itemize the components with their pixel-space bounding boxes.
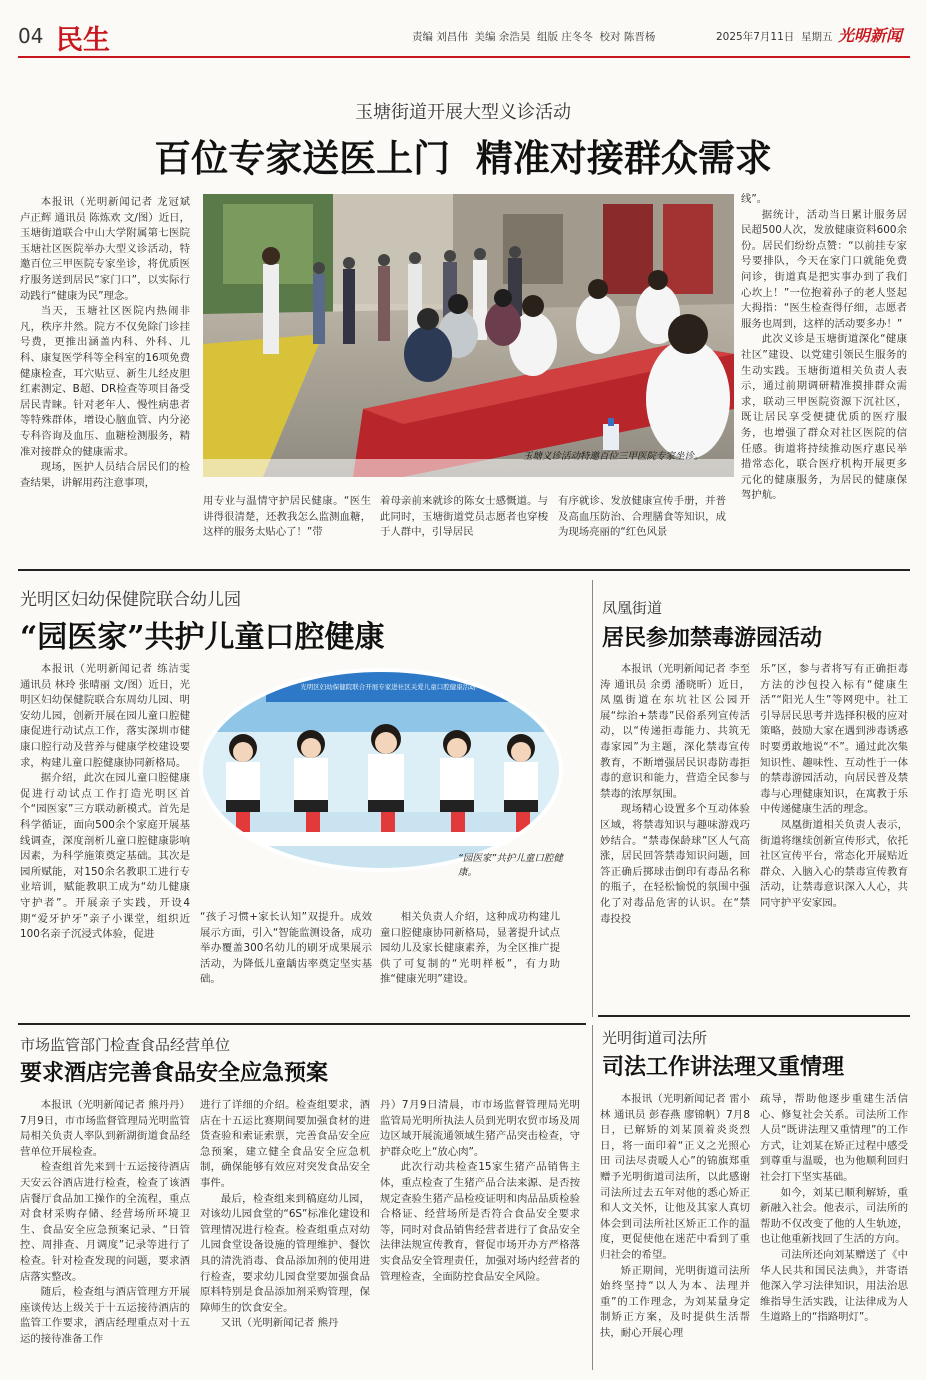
paragraph: 凤凰街道相关负责人表示，街道将继续创新宣传形式，依托社区宣传平台，常态化开展贴近群众、入脑入心的禁毒宣传教育活动，让禁毒意识深入人心，共同守护平安家园。 — [760, 818, 908, 909]
article2-kicker: 光明区妇幼保健院联合幼儿园 — [20, 590, 241, 610]
article1-column-5 — [741, 192, 907, 504]
section-divider-1 — [18, 569, 910, 571]
editor-credits: 责编 刘昌伟 美编 余浩昊 组版 庄冬冬 校对 陈晋杨 — [412, 31, 656, 43]
article4-column-1 — [20, 1098, 190, 1348]
article1-bottom-col-2: 用专业与温情守护居民健康。“医生讲得很清楚，还教我怎么监测血糖，这样的服务太贴心了！”带 — [203, 495, 371, 539]
paragraph: 本报讯（光明新闻记者 练洁雯 通讯员 林玲 张晴丽 文/图）近日，光明区妇幼保健院联合东周幼儿园、明安幼儿园，创新开展在园儿童口腔健康促进行动试点工作，落实深圳市健康口腔行动及营养与健康学校建设要求，构建儿童口腔健康协同新格局。 — [20, 663, 190, 769]
paragraph: 本报讯（光明新闻记者 熊丹丹）7月9日，市市场监督管理局光明监管局相关负责人率队到新湖街道食品经营单位开展检查。 — [20, 1099, 190, 1158]
paragraph: 据介绍，此次在园儿童口腔健康促进行动试点工作打造光明区首个“园医家”三方联动新模式。首先是科学循证，面向500余个家庭开展基线调查，深度剖析儿童口腔健康影响因素，为科学施策奠定基础。其次是园所赋能，对150余名教职工进行专业培训，赋能教职工成为“幼儿健康守护者”。开展亲子实践，开设4期“爱牙护牙”亲子小课堂，组织近100名亲子沉浸式体验，促进 — [20, 772, 190, 941]
paragraph: 最后，检查组来到稿庭幼儿园，对该幼儿园食堂的“6S”标准化建设和管理情况进行检查。检查组重点对幼儿园食堂设备设施的管理维护、餐饮具的清洗消毒、食品添加剂的使用进行检查，要求幼儿园食堂要加强食品原料特别是食品添加剂采购管理，保障师生的饮食安全。 — [200, 1192, 370, 1314]
masthead-logo: 光明新闻 — [838, 26, 903, 45]
article5-headline: 司法工作讲法理又重情理 — [602, 1054, 845, 1080]
section-divider-3 — [598, 1015, 910, 1017]
paragraph: 乐”区，参与者将写有正确拒毒方法的沙包投入标有“健康生活”“阳光人生”等网兜中。社工引导居民思考并选择积极的应对策略，鼓励大家在遇到涉毒诱惑时要勇敢地说“不”。通过此次集知识性、趣味性、互动性于一体的禁毒游园活动，向居民普及禁毒与心理健康知识，在寓教于乐中传递健康生活的理念。 — [760, 663, 908, 816]
paragraph: 本报讯（光明新闻记者 龙冠斌 卢正辉 通讯员 陈炼欢 文/图）近日，玉塘街道联合中山大学附属第七医院玉塘社区医院举办大型义诊活动，特邀百位三甲医院专家坐诊，将优质医疗服务送到居民“家门口”，以实际行动践行“健康为民”理念。 — [20, 196, 190, 302]
paragraph: 此次行动共检查15家生猪产品销售主体，重点检查了生猪产品合法来源、是否按规定查验生猪产品检疫证明和肉品品质检验合格证、经营场所是否符合食品安全要求等，同时对食品销售经营者进行了食品安全法律法规宣传教育，督促市场开办方严格落实食品安全管理责任，加强对场内经营者的管理检查，全面防控食品安全风险。 — [380, 1161, 580, 1283]
article5-column-1 — [600, 1092, 750, 1342]
page-number: 04 — [18, 24, 44, 48]
article2-headline: “园医家”共护儿童口腔健康 — [20, 620, 385, 655]
article1-bottom-col-4: 有序就诊、发放健康宣传手册，并普及高血压防治、合理膳食等知识，成为现场亮丽的“红色风景 — [558, 495, 726, 539]
paragraph: 司法所还向刘某赠送了《中华人民共和国民法典》，并寄语他深入学习法律知识，用法治思维指导生活实践，让法律成为人生道路上的“指路明灯”。 — [760, 1248, 908, 1324]
article3-column-1 — [600, 662, 750, 927]
article3-column-2 — [760, 662, 908, 912]
issue-date: 2025年7月11日 星期五 — [716, 31, 833, 43]
paragraph: 现场，医护人员结合居民们的检查结果，讲解用药注意事项， — [20, 461, 190, 489]
column-divider-lower — [592, 1025, 593, 1370]
paragraph: 当天，玉塘社区医院内热闹非凡，秩序井然。院方不仅免除门诊挂号费，更推出涵盖内科、外科、儿科、康复医学科等全科室的16项免费健康检查，耳穴贴豆、新生儿经皮胆红素测定、B超、DR检查等项目备受居民青睐。针对老年人、慢性病患者等特殊群体，增设心脑血管、内分泌专科咨询及血压、血糖检测服务，精准对接群众的健康需求。 — [20, 305, 190, 458]
article3-kicker: 凤凰街道 — [602, 599, 663, 617]
article5-column-2 — [760, 1092, 908, 1326]
article2-photo-banner: 光明区妇幼保健院联合开展专家进社区关爱儿童口腔健康活动 — [300, 683, 476, 691]
article4-headline: 要求酒店完善食品安全应急预案 — [20, 1060, 329, 1086]
column-divider — [592, 580, 593, 1017]
paragraph: 疏导，帮助他逐步重建生活信心、修复社会关系。司法所工作人员“既讲法理又重情理”的工作方式，让刘某在矫正过程中感受到尊重与温暖，也为他顺利回归社会打下坚实基础。 — [760, 1093, 908, 1183]
header-rule — [18, 56, 910, 58]
paragraph: 本报讯（光明新闻记者 雷小林 通讯员 彭春燕 廖锦帆）7月8日，已解矫的刘某顶着炎炎烈日，将一面印着“正义之光照心田 司法尽责暖人心”的锦旗郑重赠予光明街道司法所，以此感谢司法所过去五年对他的悉心矫正和人文关怀，让他及其家人真切体会到司法所社区矫正工作的温度，更促使他在迷茫中看到了重归社会的希望。 — [600, 1093, 750, 1261]
article1-kicker: 玉塘街道开展大型义诊活动 — [355, 102, 571, 123]
article2-photo-caption: “园医家”共护儿童口腔健康。 — [458, 853, 563, 878]
article4-column-3 — [380, 1098, 580, 1285]
section-divider-2 — [18, 1023, 586, 1025]
paragraph: 进行了详细的介绍。检查组要求，酒店在十五运比赛期间要加强食材的进货查验和索证索票，完善食品安全应急预案，建立健全食品安全应急机制，确保能够有效应对突发食品安全事件。 — [200, 1099, 370, 1189]
article1-bottom-col-3: 着母亲前来就诊的陈女士感慨道。与此同时，玉塘街道党员志愿者也穿梭于人群中，引导居民 — [380, 495, 548, 539]
paragraph: 检查组首先来到十五运接待酒店天安云谷酒店进行检查，检查了该酒店餐厅食品加工操作的全流程，重点对食材采购存储、经营场所环境卫生、食品安全应急预案记录、“日管控、周排查、月调度”记录等进行了检查。针对检查发现的问题，要求酒店落实整改。 — [20, 1161, 190, 1283]
paragraph: 如今，刘某已顺利解矫，重新融入社会。他表示，司法所的帮助不仅改变了他的人生轨迹，也让他重新找回了生活的方向。 — [760, 1186, 908, 1246]
article4-kicker: 市场监管部门检查食品经营单位 — [20, 1036, 231, 1054]
paragraph: 矫正期间，光明街道司法所始终坚持“以人为本、法理并重”的工作理念，为刘某量身定制矫正方案，及时提供生活帮扶，耐心开展心理 — [600, 1264, 750, 1339]
paragraph: 据统计，活动当日累计服务居民超500人次，发放健康资料600余份。居民们纷纷点赞：“以前挂专家号要排队，今天在家门口就能免费问诊，街道真是把实事办到了我们心坎上！”一位抱着孙子的老人竖起大拇指：“医生检查得仔细，志愿者服务也周到，这样的活动要多办！” — [741, 208, 907, 330]
paragraph: 丹）7月9日清晨，市市场监督管理局光明监管局光明所执法人员到光明农贸市场及周边区域开展流通领域生猪产品突击检查，守护群众吃上“放心肉”。 — [380, 1099, 580, 1158]
paragraph: 线”。 — [741, 193, 768, 205]
paragraph: 本报讯（光明新闻记者 李至涛 通讯员 余勇 潘晓昕）近日，凤凰街道在东坑社区公园开展“综治+禁毒”民俗系列宣传活动，以“传递拒毒能力、共筑无毒家园”为主题，深化禁毒宣传教育，不断增强居民识毒防毒拒毒的意识和能力，营造全民参与禁毒的浓厚氛围。 — [600, 663, 750, 800]
article2-column-1 — [20, 662, 190, 943]
section-title: 民生 — [56, 25, 110, 56]
paragraph: 随后，检查组与酒店管理方开展座谈传达上级关于十五运接待酒店的监管工作要求，酒店经理重点对十五运的接待准备工作 — [20, 1286, 190, 1345]
article2-column-3: 相关负责人介绍，这种成功构建儿童口腔健康协同新格局，显著提升试点园幼儿及家长健康素养，为全区推广提供了可复制的“光明样板”，有力助推“健康光明”建设。 — [380, 911, 560, 986]
page-header — [18, 18, 910, 54]
article4-column-2 — [200, 1098, 370, 1332]
article3-headline: 居民参加禁毒游园活动 — [602, 625, 823, 651]
article1-column-1 — [20, 195, 190, 491]
clinic-scene-illustration — [203, 194, 734, 477]
article1-photo-caption: 玉塘义诊活动特邀百位三甲医院专家坐诊。 — [523, 451, 704, 462]
article2-column-2: “孩子习惯+家长认知”双提升。成效展示方面，引入“智能监测设备，成功举办覆盖300名幼儿的刷牙成果展示活动，为降低儿童龋齿率奠定坚实基础。 — [200, 911, 372, 986]
article5-kicker: 光明街道司法所 — [602, 1029, 708, 1047]
article1-headline: 百位专家送医上门 精准对接群众需求 — [154, 136, 772, 180]
paragraph: 现场精心设置多个互动体验区域，将禁毒知识与趣味游戏巧妙结合。“禁毒保龄球”区人气高涨，居民回答禁毒知识问题，回答正确后掷球击倒印有毒品名称的瓶子，在轻松愉悦的氛围中强化了对毒品危害的认识。在“禁毒投投 — [600, 803, 750, 925]
article1-photo — [203, 194, 734, 477]
article2-photo — [196, 662, 591, 902]
paragraph: 又讯（光明新闻记者 熊丹 — [220, 1317, 339, 1330]
paragraph: 此次义诊是玉塘街道深化“健康社区”建设、以党建引领民生服务的生动实践。玉塘街道相关负责人表示，通过前期调研精准摸排群众需求，联动三甲医院资源下沉社区，既让居民享受便捷优质的医疗服务，也增强了群众对社区医院的信任感。街道将持续推动医疗惠民举措常态化，联合医疗机构开展更多元化的健康服务，为居民的健康保驾护航。 — [741, 333, 907, 502]
